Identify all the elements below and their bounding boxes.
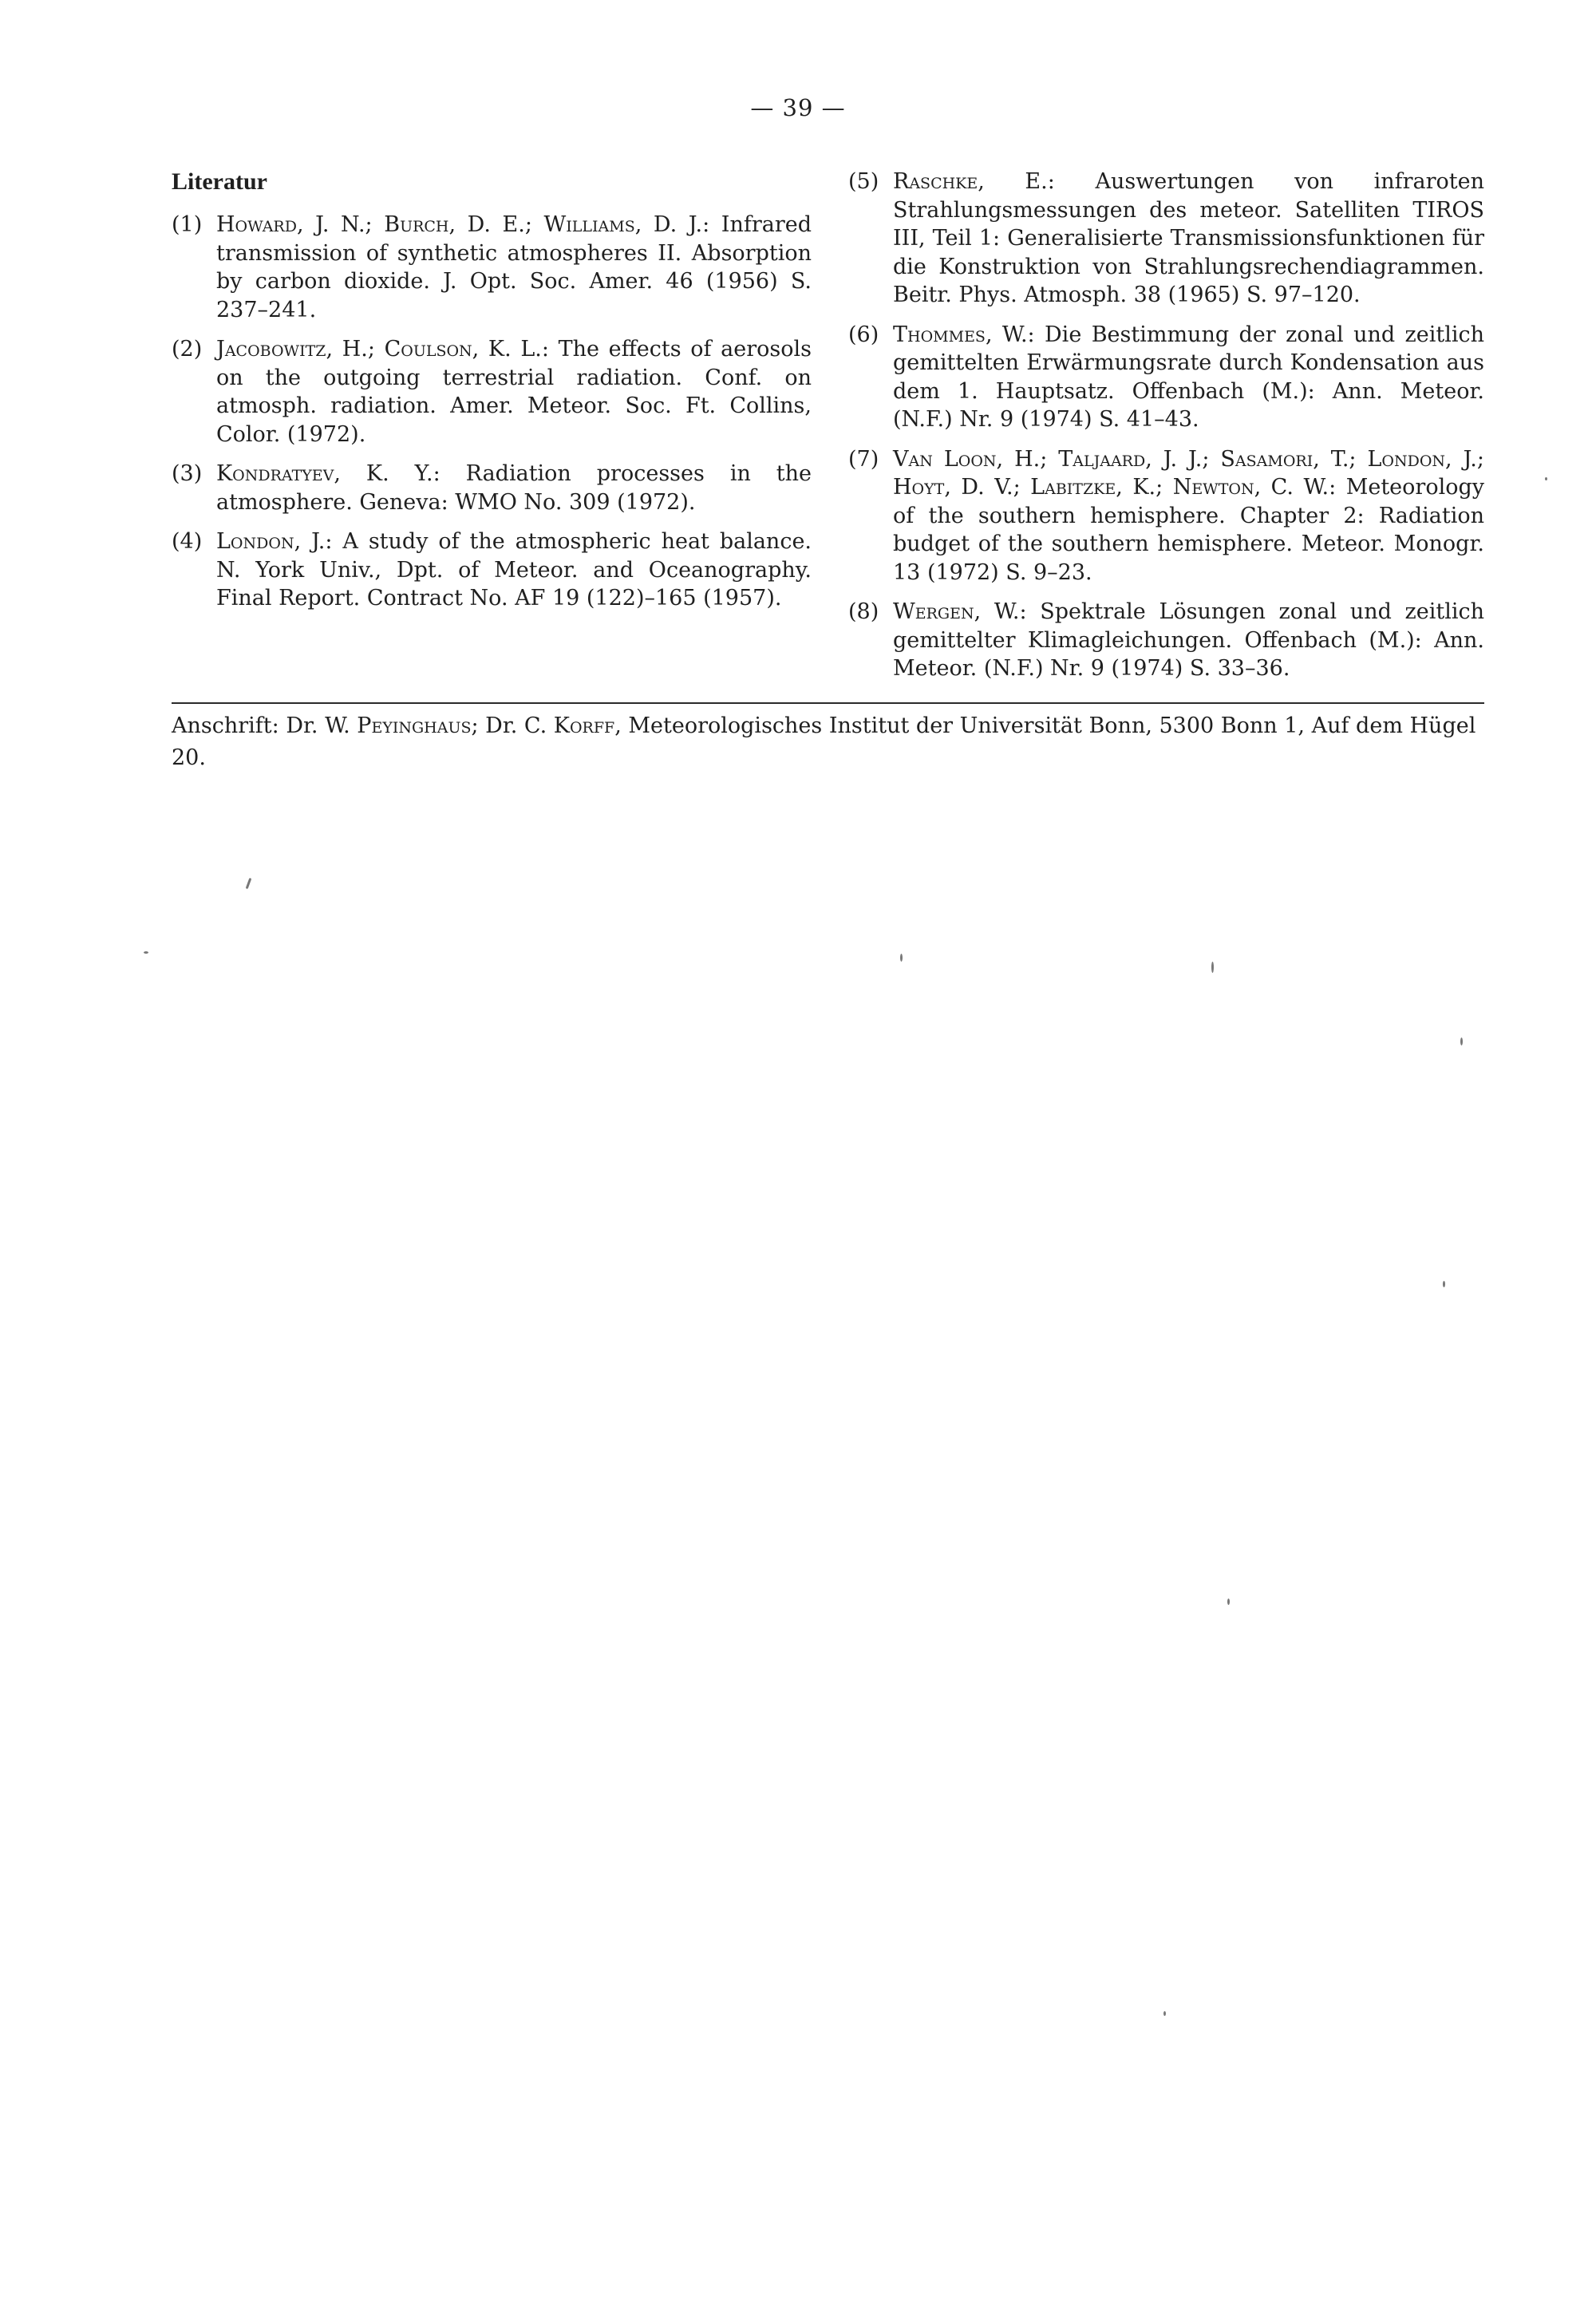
scan-speck [246,878,252,889]
scan-speck [144,951,148,954]
scan-speck [1163,2011,1166,2016]
page-number: — 39 — [750,94,846,121]
reference-text [216,460,812,516]
reference-details: : A study of the atmospheric heat balance. N. York Univ., Dpt. of Meteor. and Oceanography. Final Report. Contract No. AF 19 (122)–165 (1957). [216,529,812,611]
reference-text [893,168,1484,310]
address-suffix: , Meteorologisches Institut der Universität Bonn, 5300 Bonn 1, Auf dem Hügel 20. [172,713,1476,770]
section-heading: Literatur [172,168,267,195]
section-divider [172,702,1484,704]
scan-speck [1460,1037,1463,1045]
reference-number: (1) [172,212,203,237]
references-column-right [848,168,1484,694]
reference-number: (7) [848,446,879,472]
reference-number: (8) [848,599,879,624]
address-middle: ; Dr. C. [471,713,554,738]
address-author-2: Korff [553,713,615,738]
reference-text [216,211,812,324]
reference-details: : Infrared transmission of synthetic atmospheres II. Absorption by carbon dioxide. J. Opt. Soc. Amer. 46 (1956) S. 237–241. [216,212,812,322]
scan-speck [1211,962,1214,973]
reference-number: (2) [172,337,203,362]
reference-text [893,445,1484,587]
reference-number: (3) [172,461,203,486]
reference-text [893,321,1484,434]
reference-authors: Van Loon, H.; Taljaard, J. J.; Sasamori, T.; London, J.; Hoyt, D. V.; Labitzke, K.; Newton, C. W. [893,446,1484,500]
reference-item [172,335,812,449]
author-address [172,710,1484,774]
reference-number: (5) [848,169,879,194]
reference-authors: Jacobowitz, H.; Coulson, K. L. [216,337,542,362]
reference-details: : Die Bestimmung der zonal und zeitlich gemittelten Erwärmungsrate durch Kondensation aus dem 1. Hauptsatz. Offenbach (M.): Ann. Meteor. (N.F.) Nr. 9 (1974) S. 41–43. [893,322,1484,432]
reference-text [216,335,812,449]
scan-speck [1227,1599,1230,1605]
reference-details: : Spektrale Lösungen zonal und zeitlich gemittelter Klimagleichungen. Offenbach (M.): Ann. Meteor. (N.F.) Nr. 9 (1974) S. 33–36. [893,599,1484,681]
reference-authors: Howard, J. N.; Burch, D. E.; Williams, D. J. [216,212,703,237]
reference-details: : The effects of aerosols on the outgoing terrestrial radiation. Conf. on atmosph. radiation. Amer. Meteor. Soc. Ft. Collins, Color. (1972). [216,337,812,447]
reference-authors: London, J. [216,529,326,554]
reference-number: (4) [172,529,203,554]
reference-authors: Wergen, W. [893,599,1020,624]
scan-speck [1443,1281,1445,1287]
reference-authors: Kondratyev, K. Y. [216,461,433,486]
address-author-1: Peyinghaus [357,713,472,738]
reference-item [848,321,1484,434]
reference-item [172,211,812,324]
reference-details: : Radiation processes in the atmosphere. Geneva: WMO No. 309 (1972). [216,461,812,515]
reference-item [848,168,1484,310]
reference-item [848,598,1484,683]
reference-text [216,528,812,613]
reference-item [172,528,812,613]
reference-number: (6) [848,322,879,347]
reference-text [893,598,1484,683]
reference-item [172,460,812,516]
scan-speck [1545,477,1547,480]
address-prefix: Anschrift: Dr. W. [172,713,358,738]
reference-details: : Meteorology of the southern hemisphere. Chapter 2: Radiation budget of the southern hemisphere. Meteor. Monogr. 13 (1972) S. 9–23. [893,475,1484,585]
references-column-left [172,168,812,624]
scan-speck [900,954,903,962]
reference-details: : Auswertungen von infraroten Strahlungsmessungen des meteor. Satelliten TIROS III, Teil 1: Generalisierte Transmissionsfunktionen für die Konstruktion von Strahlungsrechendiagrammen. Beitr. Phys. Atmosph. 38 (1965) S. 97–120. [893,169,1484,307]
reference-authors: Raschke, E. [893,169,1048,194]
reference-item [848,445,1484,587]
reference-authors: Thommes, W. [893,322,1028,347]
